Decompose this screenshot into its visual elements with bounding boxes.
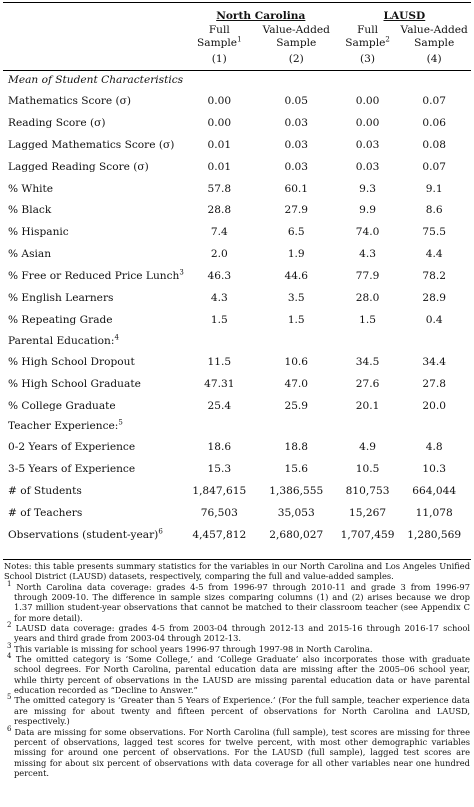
cell-col3: 20.1 — [355, 399, 380, 412]
footnote-1: $^1$ North Carolina data coverage: grades 4-5 from 1996-97 through 2010-11 and grade 3 from 1996-97 through 2009-10. The difference in sample sizes comparing columns (1) and (2) arises because we drop 1.37 million student-year observations that cannot be matched to their classroom teacher (see Appendix C for more detail). — [7, 579, 470, 623]
cell-col2: 35,053 — [277, 507, 315, 520]
cell-col1: 0.00 — [207, 116, 232, 129]
footnote-3: $^3$ This variable is missing for school years 1996-97 through 1997-98 in North Carolina. — [7, 641, 373, 654]
footnote-marker: 6 — [158, 527, 163, 536]
cell-col2: 3.5 — [287, 291, 305, 304]
cell-col2: 44.6 — [284, 270, 309, 283]
row-label: Observations (student-year)$^6$ — [8, 527, 163, 541]
cell-col4: 0.07 — [422, 160, 446, 173]
table-row — [3, 524, 471, 546]
cell-col3: 9.9 — [359, 204, 376, 217]
col2-number: (2) — [255, 50, 338, 70]
cell-col2: 2,680,027 — [269, 528, 324, 541]
table-row — [3, 90, 471, 112]
col4-number: (4) — [397, 50, 471, 70]
cell-col1: 25.4 — [207, 399, 232, 412]
table-row — [3, 373, 471, 395]
cell-col1: 1,847,615 — [192, 485, 247, 498]
cell-col2: 0.03 — [284, 138, 309, 151]
col1-header-line2: Sample$^1$ — [197, 35, 242, 50]
cell-col3: 0.03 — [355, 138, 380, 151]
footnote-marker: 4 — [114, 333, 119, 342]
row-label: Reading Score (σ) — [8, 116, 106, 129]
col2-header-line2: Sample — [276, 37, 317, 50]
table-row — [3, 458, 471, 480]
table-row — [3, 199, 471, 221]
cell-col1: 2.0 — [210, 248, 228, 261]
cell-col1: 18.6 — [207, 441, 232, 454]
table-row — [3, 287, 471, 309]
cell-col4: 0.07 — [422, 94, 446, 107]
cell-col3: 810,753 — [345, 485, 390, 498]
cell-col3: 74.0 — [355, 226, 380, 239]
cell-col2: 60.1 — [284, 182, 309, 195]
footnote-marker: 2 — [7, 621, 12, 630]
table-row — [3, 156, 471, 178]
cell-col4: 8.6 — [425, 204, 443, 217]
row-label: Lagged Mathematics Score (σ) — [8, 138, 175, 151]
row-label: % Black — [8, 204, 52, 217]
section-parental-education — [3, 331, 471, 351]
footnote-marker: 5 — [118, 418, 123, 427]
table-row — [3, 436, 471, 458]
cell-col1: 47.31 — [204, 377, 235, 390]
cell-col1: 76,503 — [200, 507, 238, 520]
footnote-marker: 3 — [7, 641, 12, 650]
cell-col3: 28.0 — [355, 291, 380, 304]
cell-col3: 1,707,459 — [340, 528, 395, 541]
cell-col2: 25.9 — [284, 399, 309, 412]
cell-col3: 27.6 — [355, 377, 380, 390]
footnote-marker: 1 — [237, 35, 242, 44]
column-header-line2 — [3, 37, 471, 51]
row-label: % College Graduate — [8, 399, 116, 412]
cell-col2: 1.5 — [287, 313, 305, 326]
cell-col3: 0.03 — [355, 160, 380, 173]
table-row — [3, 309, 471, 331]
cell-col2: 1.9 — [287, 248, 305, 261]
cell-col2: 15.6 — [284, 463, 309, 476]
cell-col3: 4.3 — [359, 248, 376, 261]
cell-col3: 34.5 — [355, 355, 380, 368]
cell-col2: 47.0 — [284, 377, 309, 390]
row-label: Lagged Reading Score (σ) — [8, 160, 149, 173]
cell-col2: 10.6 — [284, 355, 309, 368]
cell-col3: 4.9 — [359, 441, 376, 454]
summary-statistics-table — [3, 4, 471, 546]
cell-col1: 0.00 — [207, 94, 232, 107]
table-notes — [4, 561, 470, 778]
footnote-6: $^6$ Data are missing for some observations. For North Carolina (full sample), test scores are missing for three percent of observations, lagged test scores for twelve percent, with most other demographic variables missing for around one percent of observations. For the LAUSD (full sample), lagged test scores are missing for about six percent of observations with data coverage for all other variables near one hundred percent. — [7, 724, 471, 778]
row-label: 3-5 Years of Experience — [8, 463, 136, 476]
col4-header-line2: Sample — [414, 37, 455, 50]
cell-col3: 9.3 — [359, 182, 376, 195]
footnote-marker: 2 — [385, 35, 390, 44]
cell-col1: 4.3 — [210, 291, 228, 304]
cell-col4: 9.1 — [425, 182, 443, 195]
cell-col1: 1.5 — [210, 313, 228, 326]
cell-col4: 20.0 — [422, 399, 446, 412]
col3-number: (3) — [338, 50, 398, 70]
cell-col4: 78.2 — [422, 270, 446, 283]
cell-col1: 57.8 — [207, 182, 232, 195]
row-label: % English Learners — [8, 291, 114, 304]
cell-col2: 0.03 — [284, 160, 309, 173]
cell-col4: 4.4 — [425, 248, 443, 261]
cell-col4: 0.08 — [422, 138, 446, 151]
cell-col4: 0.4 — [425, 313, 443, 326]
table-row — [3, 221, 471, 243]
column-number-row — [3, 50, 471, 70]
row-label: % High School Dropout — [8, 355, 135, 368]
row-label: # of Teachers — [8, 507, 83, 520]
section-teacher-experience-label: Teacher Experience: — [8, 420, 119, 433]
footnote-marker: 6 — [7, 724, 12, 733]
section-teacher-experience — [3, 416, 471, 436]
row-label: % Free or Reduced Price Lunch$^3$ — [8, 268, 184, 283]
cell-col4: 10.3 — [422, 463, 446, 476]
footnote-5: $^5$ The omitted category is ‘Greater than 5 Years of Experience.’ (For the full sample, teacher experience data are missing for about twenty and fifteen percent of observations for North Carolina and LAUSD, respectively.) — [7, 693, 470, 727]
cell-col4: 28.9 — [422, 291, 446, 304]
cell-col2: 0.03 — [284, 116, 309, 129]
cell-col1: 4,457,812 — [192, 528, 247, 541]
table-row — [3, 243, 471, 265]
cell-col1: 11.5 — [207, 355, 232, 368]
cell-col2: 0.05 — [284, 94, 309, 107]
cell-col1: 0.01 — [207, 138, 232, 151]
notes-main: Notes: this table presents summary statistics for the variables in our North Carolina and Los Angeles Unified School District (LAUSD) datasets, respectively, comparing the full and value-added samples. — [4, 561, 470, 582]
row-label: % Asian — [8, 248, 52, 261]
table-row — [3, 112, 471, 134]
col3-header-line2: Sample$^2$ — [345, 35, 390, 50]
row-label: % Repeating Grade — [8, 313, 113, 326]
cell-col3: 77.9 — [355, 270, 380, 283]
row-label: % White — [8, 182, 54, 195]
cell-col2: 27.9 — [284, 204, 309, 217]
cell-col3: 1.5 — [359, 313, 376, 326]
col4-header-line1: Value-Added — [400, 23, 468, 36]
cell-col1: 15.3 — [207, 463, 232, 476]
table-top-rule — [3, 2, 471, 3]
cell-col3: 15,267 — [349, 507, 387, 520]
row-label: % Hispanic — [8, 226, 69, 239]
column-header-line1 — [3, 23, 471, 37]
col2-header-line1: Value-Added — [262, 23, 330, 36]
cell-col2: 18.8 — [284, 441, 309, 454]
table-row — [3, 265, 471, 287]
table-row — [3, 351, 471, 373]
cell-col2: 6.5 — [287, 226, 305, 239]
cell-col3: 0.00 — [355, 94, 380, 107]
cell-col1: 28.8 — [207, 204, 232, 217]
cell-col1: 0.01 — [207, 160, 232, 173]
cell-col1: 7.4 — [210, 226, 228, 239]
section-mean-student-characteristics — [3, 70, 471, 90]
table-row — [3, 395, 471, 417]
cell-col3: 10.5 — [355, 463, 380, 476]
col3-header-line1: Full — [357, 23, 379, 36]
group-header-row — [3, 4, 471, 23]
cell-col3: 0.00 — [355, 116, 380, 129]
table-row — [3, 178, 471, 200]
row-label: Mathematics Score (σ) — [8, 94, 132, 107]
footnote-marker: 1 — [7, 579, 12, 588]
cell-col4: 34.4 — [422, 355, 446, 368]
cell-col1: 46.3 — [207, 270, 232, 283]
table-row — [3, 480, 471, 502]
cell-col2: 1,386,555 — [269, 485, 324, 498]
footnote-marker: 5 — [7, 693, 12, 702]
table-row — [3, 134, 471, 156]
cell-col4: 0.06 — [422, 116, 446, 129]
col1-number: (1) — [184, 50, 255, 70]
cell-col4: 1,280,569 — [407, 528, 462, 541]
cell-col4: 664,044 — [412, 485, 457, 498]
section-mean-student-characteristics-label: Mean of Student Characteristics — [8, 74, 184, 87]
group-north-carolina: North Carolina — [216, 10, 306, 22]
table-bottom-rule — [3, 559, 471, 560]
section-parental-education-label: Parental Education: — [8, 334, 115, 347]
footnote-2: $^2$ LAUSD data coverage: grades 4-5 from 2003-04 through 2012-13 and 2015-16 through 2016-17 school years and third grade from 2003-04 through 2012-13. — [7, 621, 470, 644]
col1-header-line1: Full — [208, 23, 230, 36]
row-label: 0-2 Years of Experience — [8, 441, 136, 454]
row-label: # of Students — [8, 485, 82, 498]
table-row — [3, 502, 471, 524]
footnote-4: $^4$ The omitted category is ‘Some College,’ and ‘College Graduate’ also incorporates those with graduate school degrees. For North Carolina, parental education data are missing after the 2005–06 school year, while thirty percent of observations in the LAUSD are missing parental education data or have parental education recorded as “Decline to Answer.” — [7, 652, 471, 696]
cell-col4: 11,078 — [415, 507, 453, 520]
footnote-marker: 4 — [7, 652, 12, 661]
row-label: % High School Graduate — [8, 377, 141, 390]
footnote-marker: 3 — [179, 268, 184, 277]
cell-col4: 4.8 — [425, 441, 443, 454]
cell-col4: 75.5 — [422, 226, 446, 239]
cell-col4: 27.8 — [422, 377, 446, 390]
group-lausd: LAUSD — [383, 10, 426, 22]
